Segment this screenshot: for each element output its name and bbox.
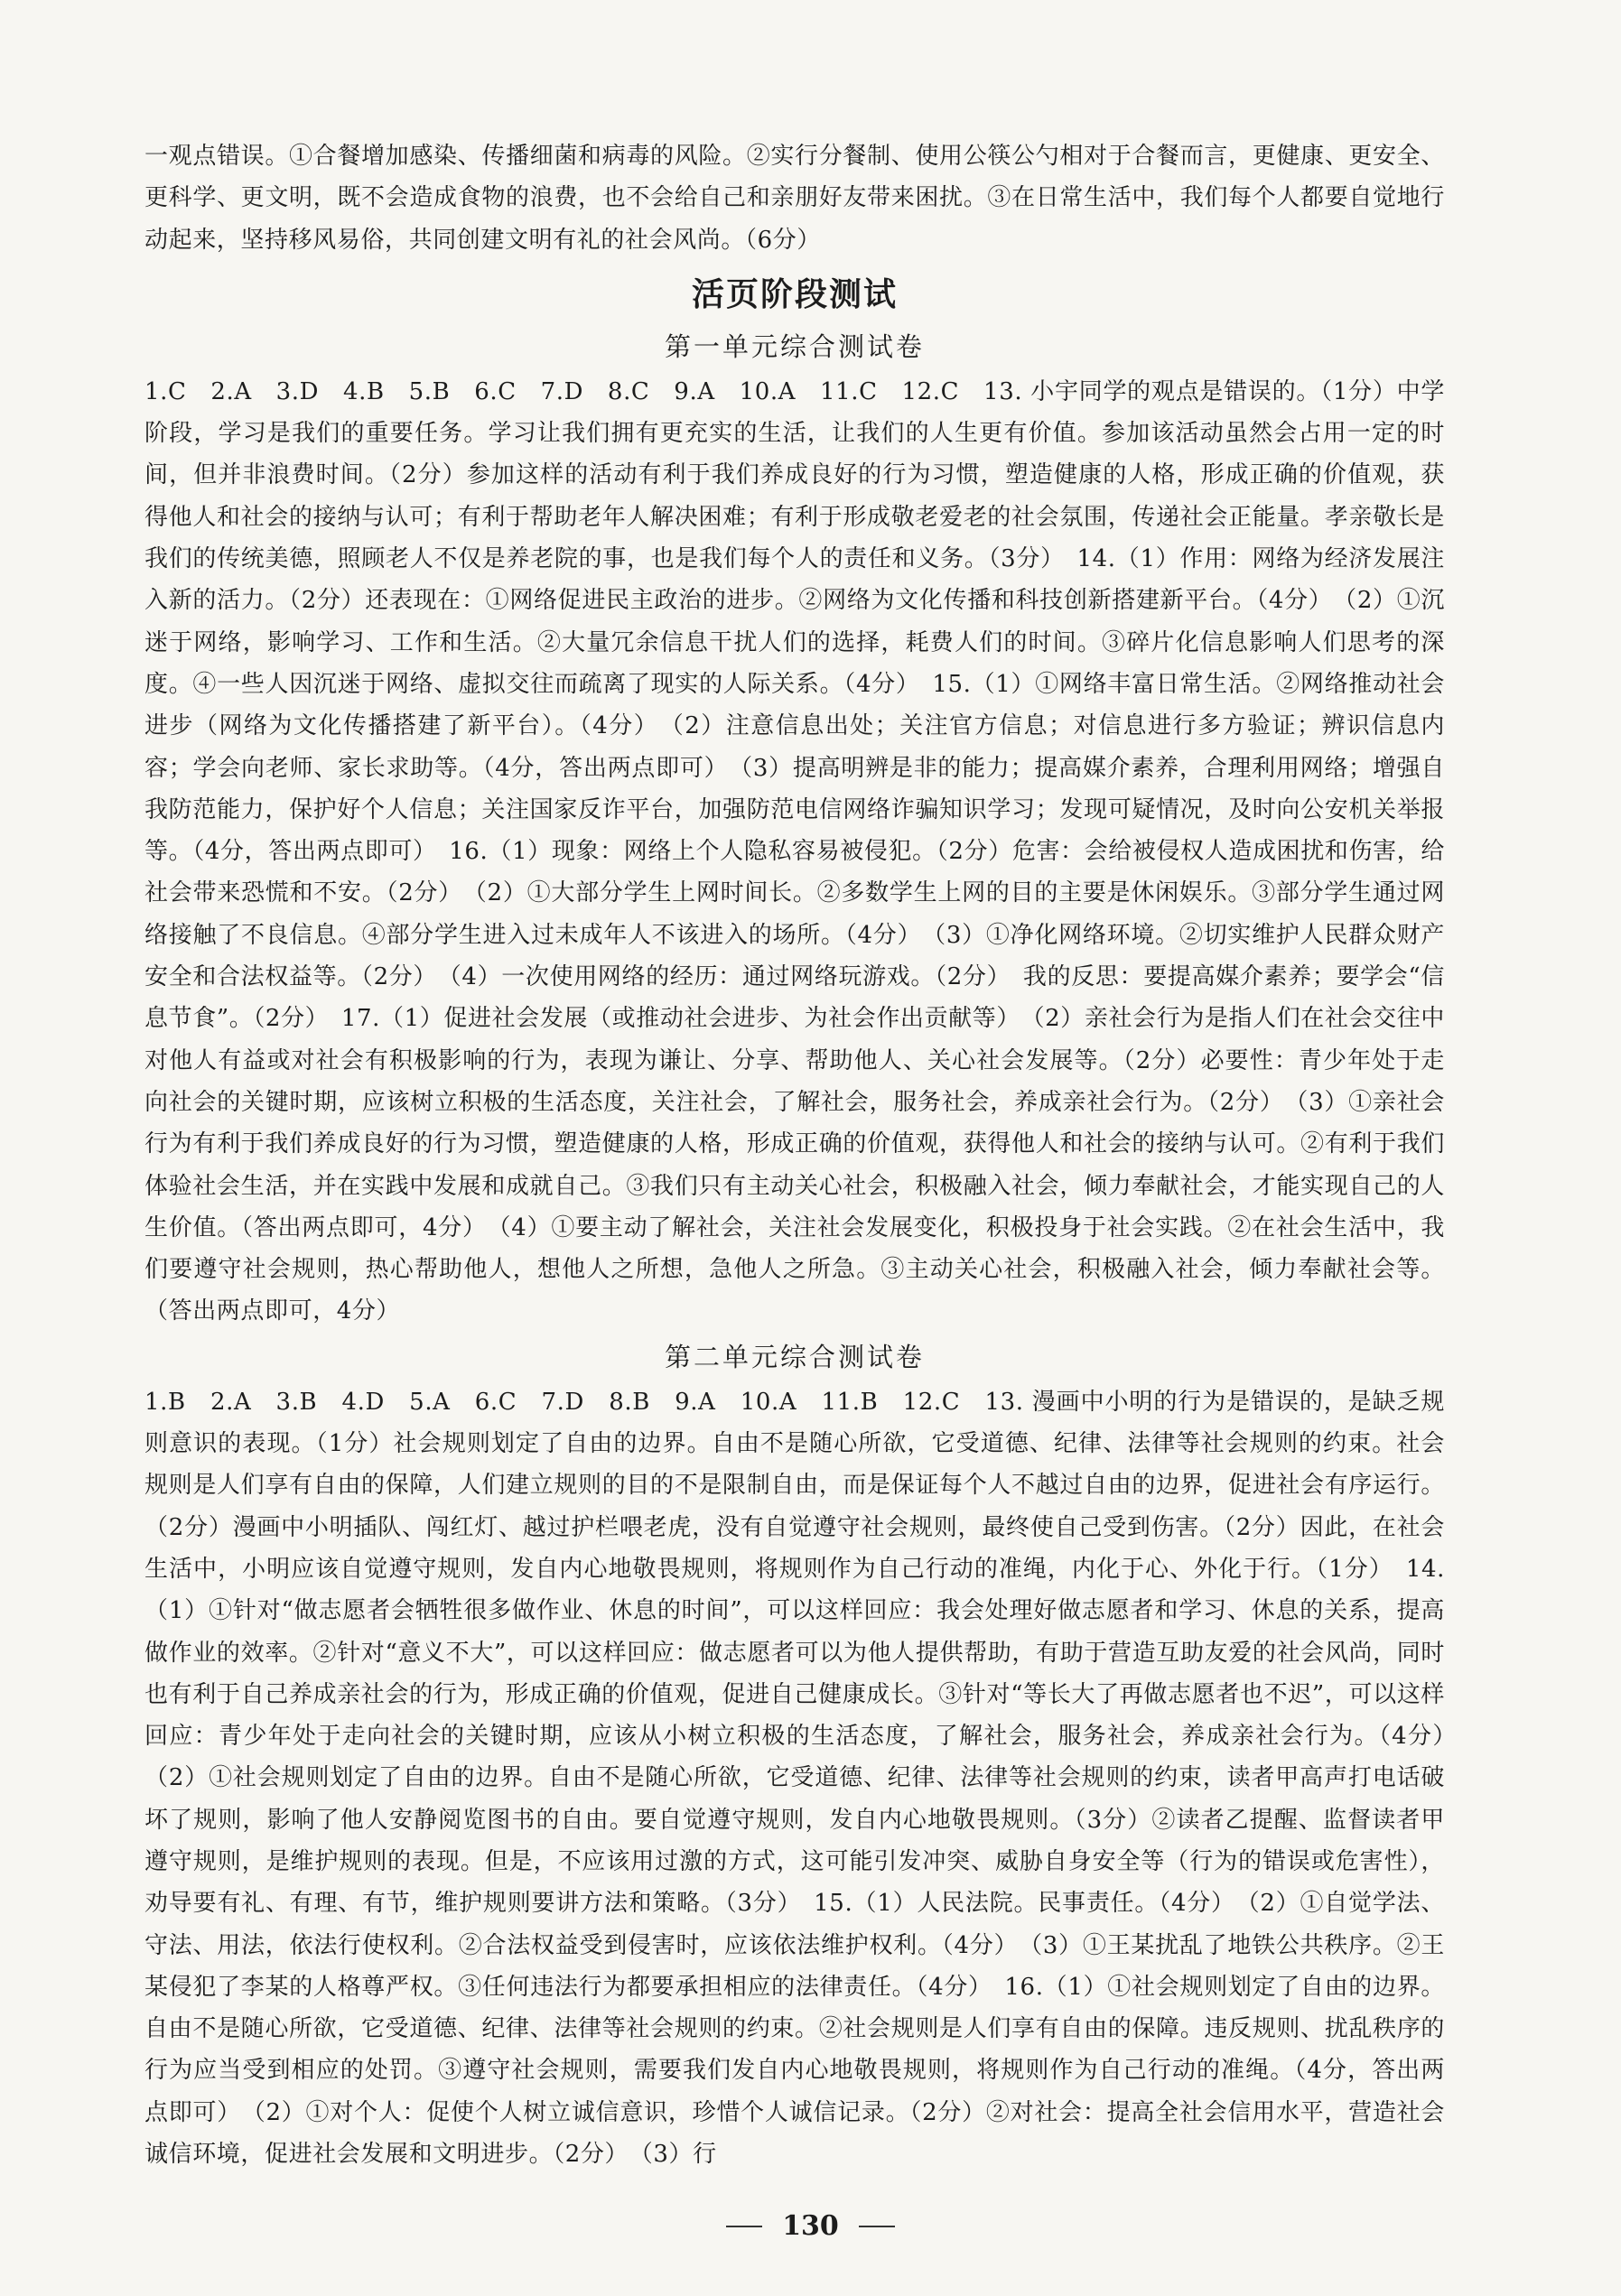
footer-dash-right (859, 2226, 895, 2227)
footer-dash-left (726, 2226, 762, 2227)
unit2-title: 第二单元综合测试卷 (664, 1341, 925, 1372)
unit1-title: 第一单元综合测试卷 (664, 330, 925, 362)
page-number: 130 (782, 2210, 839, 2242)
unit1-answers: 1.C 2.A 3.D 4.B 5.B 6.C 7.D 8.C 9.A 10.A 11.C 12.C 13. 小宇同学的观点是错误的。（1分）中学阶段，学习是我们的重要任务。学习让我们拥有更充实的生活，让我们的人生更有价值。参加该活动虽然会占用一定的时间，但并非浪费时间。（2分）参加这样的活动有利于我们养成良好的行为习惯，塑造健康的人格，形成正确的价值观，获得他人和社会的接纳与认可；有利于帮助老年人解决困难；有利于形成敬老爱老的社会氛围，传递社会正能量。孝亲敬长是我们的传统美德，照顾老人不仅是养老院的事，也是我们每个人的责任和义务。（3分） 14.（1）作用：网络为经济发展注入新的活力。（2分）还表现在：①网络促进民主政治的进步。②网络为文化传播和科技创新搭建新平台。（4分） （2）①沉迷于网络，影响学习、工作和生活。②大量冗余信息干扰人们的选择，耗费人们的时间。③碎片化信息影响人们思考的深度。④一些人因沉迷于网络、虚拟交往而疏离了现实的人际关系。（4分） 15.（1）①网络丰富日常生活。②网络推动社会进步（网络为文化传播搭建了新平台）。（4分） （2）注意信息出处；关注官方信息；对信息进行多方验证；辨识信息内容；学会向老师、家长求助等。（4分，答出两点即可） （3）提高明辨是非的能力；提高媒介素养，合理利用网络；增强自我防范能力，保护好个人信息；关注国家反诈平台，加强防范电信网络诈骗知识学习；发现可疑情况，及时向公安机关举报等。（4分，答出两点即可） 16.（1）现象：网络上个人隐私容易被侵犯。（2分）危害：会给被侵权人造成困扰和伤害，给社会带来恐慌和不安。（2分） （2）①大部分学生上网时间长。②多数学生上网的目的主要是休闲娱乐。③部分学生通过网络接触了不良信息。④部分学生进入过未成年人不该进入的场所。（4分） （3）①净化网络环境。②切实维护人民群众财产安全和合法权益等。（2分） （4）一次使用网络的经历：通过网络玩游戏。（2分） 我的反思：要提高媒介素养；要学会“信息节食”。（2分） 17.（1）促进社会发展（或推动社会进步、为社会作出贡献等） （2）亲社会行为是指人们在社会交往中对他人有益或对社会有积极影响的行为，表现为谦让、分享、帮助他人、关心社会发展等。（2分）必要性：青少年处于走向社会的关键时期，应该树立积极的生活态度，关注社会，了解社会，服务社会，养成亲社会行为。（2分） （3）①亲社会行为有利于我们养成良好的行为习惯，塑造健康的人格，形成正确的价值观，获得他人和社会的接纳与认可。②有利于我们体验社会生活，并在实践中发展和成就自己。③我们只有主动关心社会，积极融入社会，倾力奉献社会，才能实现自己的人生价值。（答出两点即可，4分） （4）①要主动了解社会，关注社会发展变化，积极投身于社会实践。②在社会生活中，我们要遵守社会规则，热心帮助他人，想他人之所想，急他人之所急。③主动关心社会，积极融入社会，倾力奉献社会等。（答出两点即可，4分） (144, 377, 1445, 1325)
intro-paragraph: 一观点错误。①合餐增加感染、传播细菌和病毒的风险。②实行分餐制、使用公筷公勺相对于合餐而言，更健康、更安全、更科学、更文明，既不会造成食物的浪费，也不会给自己和亲朋好友带来困扰。③在日常生活中，我们每个人都要自觉地行动起来，坚持移风易俗，共同创建文明有礼的社会风尚。（6分） (144, 143, 1445, 254)
answer-page (144, 135, 1469, 2175)
unit2-answers: 1.B 2.A 3.B 4.D 5.A 6.C 7.D 8.B 9.A 10.A 11.B 12.C 13. 漫画中小明的行为是错误的，是缺乏规则意识的表现。（1分）社会规则划定了自由的边界。自由不是随心所欲，它受道德、纪律、法律等社会规则的约束。社会规则是人们享有自由的保障，人们建立规则的目的不是限制自由，而是保证每个人不越过自由的边界，促进社会有序运行。（2分）漫画中小明插队、闯红灯、越过护栏喂老虎，没有自觉遵守社会规则，最终使自己受到伤害。（2分）因此，在社会生活中，小明应该自觉遵守规则，发自内心地敬畏规则，将规则作为自己行动的准绳，内化于心、外化于行。（1分） 14.（1）①针对“做志愿者会牺牲很多做作业、休息的时间”，可以这样回应：我会处理好做志愿者和学习、休息的关系，提高做作业的效率。②针对“意义不大”，可以这样回应：做志愿者可以为他人提供帮助，有助于营造互助友爱的社会风尚，同时也有利于自己养成亲社会的行为，形成正确的价值观，促进自己健康成长。③针对“等长大了再做志愿者也不迟”，可以这样回应：青少年处于走向社会的关键时期，应该从小树立积极的生活态度，了解社会，服务社会，养成亲社会行为。（4分） （2）①社会规则划定了自由的边界。自由不是随心所欲，它受道德、纪律、法律等社会规则的约束，读者甲高声打电话破坏了规则，影响了他人安静阅览图书的自由。要自觉遵守规则，发自内心地敬畏规则。（3分）②读者乙提醒、监督读者甲遵守规则，是维护规则的表现。但是，不应该用过激的方式，这可能引发冲突、威胁自身安全等（行为的错误或危害性），劝导要有礼、有理、有节，维护规则要讲方法和策略。（3分） 15.（1）人民法院。民事责任。（4分） （2）①自觉学法、守法、用法，依法行使权利。②合法权益受到侵害时，应该依法维护权利。（4分） （3）①王某扰乱了地铁公共秩序。②王某侵犯了李某的人格尊严权。③任何违法行为都要承担相应的法律责任。（4分） 16.（1）①社会规则划定了自由的边界。自由不是随心所欲，它受道德、纪律、法律等社会规则的约束。②社会规则是人们享有自由的保障。违反规则、扰乱秩序的行为应当受到相应的处罚。③遵守社会规则，需要我们发自内心地敬畏规则，将规则作为自己行动的准绳。（4分，答出两点即可） （2）①对个人：促使个人树立诚信意识，珍惜个人诚信记录。（2分）②对社会：提高全社会信用水平，营造社会诚信环境，促进社会发展和文明进步。（2分） （3）行 (144, 1388, 1469, 2169)
page-footer (0, 2210, 1621, 2242)
section-title: 活页阶段测试 (691, 275, 898, 313)
